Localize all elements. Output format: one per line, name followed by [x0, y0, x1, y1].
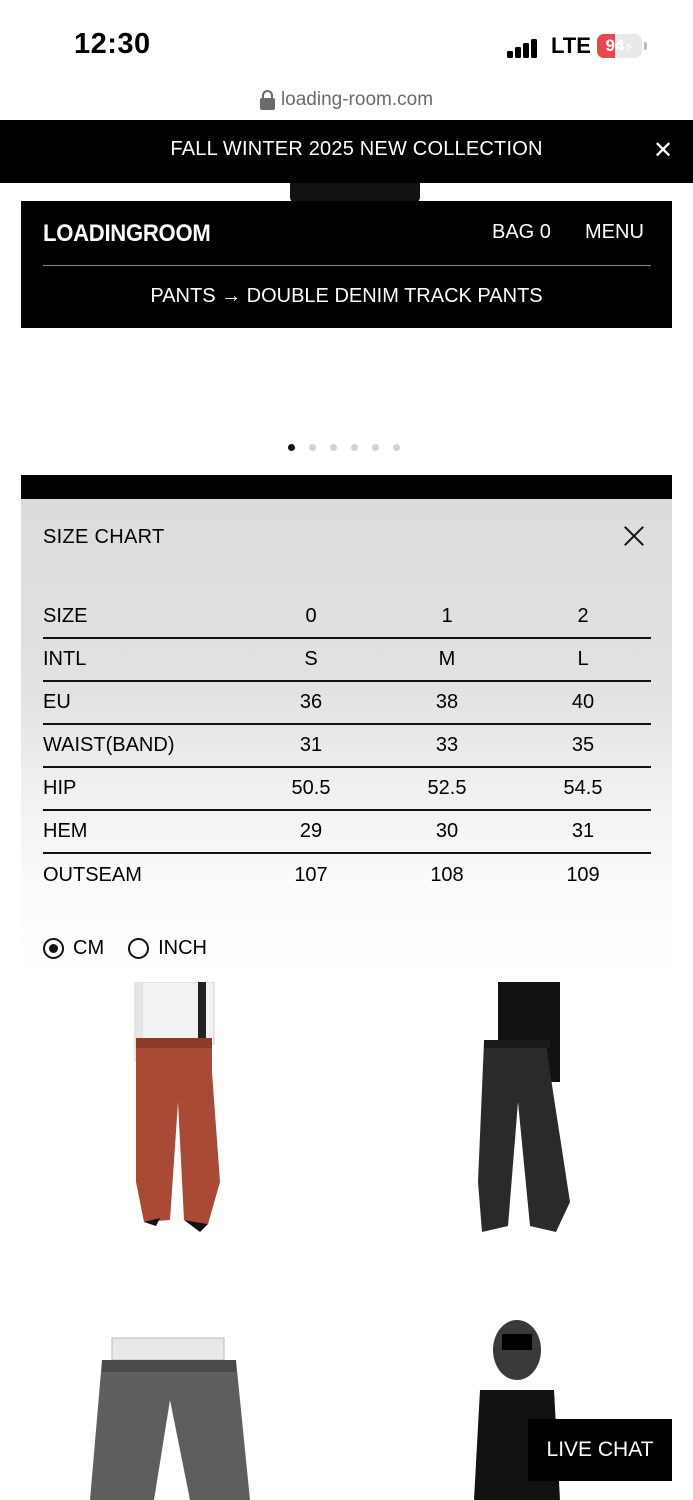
table-cell: 1 [379, 595, 515, 638]
row-label: EU [43, 681, 243, 724]
table-row [43, 638, 651, 681]
carousel-dot[interactable] [309, 444, 316, 451]
row-label: INTL [43, 638, 243, 681]
logo[interactable]: LOADINGROOM [43, 220, 211, 247]
carousel-dot[interactable] [351, 444, 358, 451]
table-cell: S [243, 638, 379, 681]
table-cell: 2 [515, 595, 651, 638]
breadcrumb[interactable]: PANTS → DOUBLE DENIM TRACK PANTS [150, 285, 543, 307]
carousel-dot[interactable] [393, 444, 400, 451]
unit-option-cm[interactable] [43, 937, 104, 960]
close-icon[interactable] [621, 524, 647, 550]
carousel-dots [288, 444, 400, 451]
battery-level: 94⚡ [605, 36, 634, 55]
table-row [43, 767, 651, 810]
table-cell: 0 [243, 595, 379, 638]
product-card[interactable] [60, 1330, 310, 1500]
table-cell: 109 [566, 863, 600, 886]
announcement-bar [0, 120, 693, 183]
battery-icon [597, 34, 642, 58]
hero-image [290, 183, 420, 203]
table-cell: 31 [243, 724, 379, 767]
status-time: 12:30 [74, 28, 151, 60]
network-label: LTE [551, 33, 591, 58]
table-row [43, 681, 651, 724]
battery-cap [644, 42, 647, 50]
size-chart-modal [21, 499, 672, 982]
bag-link[interactable]: BAG 0 [492, 221, 551, 243]
table-cell: 35 [515, 724, 651, 767]
unit-label-inch: INCH [158, 937, 207, 959]
lock-icon [260, 90, 275, 110]
table-cell: 50.5 [243, 767, 379, 810]
radio-checked-icon[interactable] [43, 938, 64, 959]
table-row [43, 724, 651, 767]
unit-toggle [43, 937, 231, 960]
header-divider [43, 265, 651, 266]
table-cell: 107 [294, 863, 328, 886]
menu-button[interactable]: MENU [585, 221, 644, 243]
table-cell: 108 [430, 863, 464, 886]
unit-label-cm: CM [73, 937, 105, 959]
live-chat-button[interactable]: LIVE CHAT [528, 1419, 672, 1481]
row-label: HIP [43, 767, 243, 810]
product-info-bar [21, 475, 672, 499]
modal-title: SIZE CHART [43, 526, 165, 548]
product-card[interactable] [410, 982, 660, 1242]
row-label: SIZE [43, 595, 243, 638]
table-cell: 52.5 [379, 767, 515, 810]
status-bar [0, 0, 693, 80]
table-cell: 33 [379, 724, 515, 767]
url-bar[interactable] [0, 80, 693, 120]
product-card[interactable] [60, 982, 310, 1242]
table-row [43, 595, 651, 638]
table-row [43, 853, 651, 896]
close-icon[interactable]: ✕ [652, 137, 674, 164]
table-cell: 29 [243, 810, 379, 853]
site-header [21, 201, 672, 328]
signal-icon [507, 38, 541, 58]
table-cell: L [515, 638, 651, 681]
size-table [43, 595, 651, 896]
table-cell: 31 [515, 810, 651, 853]
table-cell: 36 [243, 681, 379, 724]
table-cell: M [379, 638, 515, 681]
row-label: OUTSEAM [43, 863, 142, 886]
row-label: WAIST(BAND) [43, 724, 243, 767]
carousel-dot[interactable] [330, 444, 337, 451]
radio-unchecked-icon[interactable] [128, 938, 149, 959]
table-row [43, 810, 651, 853]
announcement-text: FALL WINTER 2025 NEW COLLECTION [170, 138, 543, 160]
product-image [60, 1330, 310, 1500]
table-cell: 54.5 [515, 767, 651, 810]
carousel-dot[interactable] [288, 444, 295, 451]
row-label: HEM [43, 810, 243, 853]
unit-option-inch[interactable] [128, 937, 207, 960]
product-image [60, 982, 310, 1242]
table-cell: 40 [515, 681, 651, 724]
url-text: loading-room.com [280, 89, 434, 110]
table-cell: 38 [379, 681, 515, 724]
table-cell: 30 [379, 810, 515, 853]
product-image [410, 982, 660, 1242]
carousel-dot[interactable] [372, 444, 379, 451]
